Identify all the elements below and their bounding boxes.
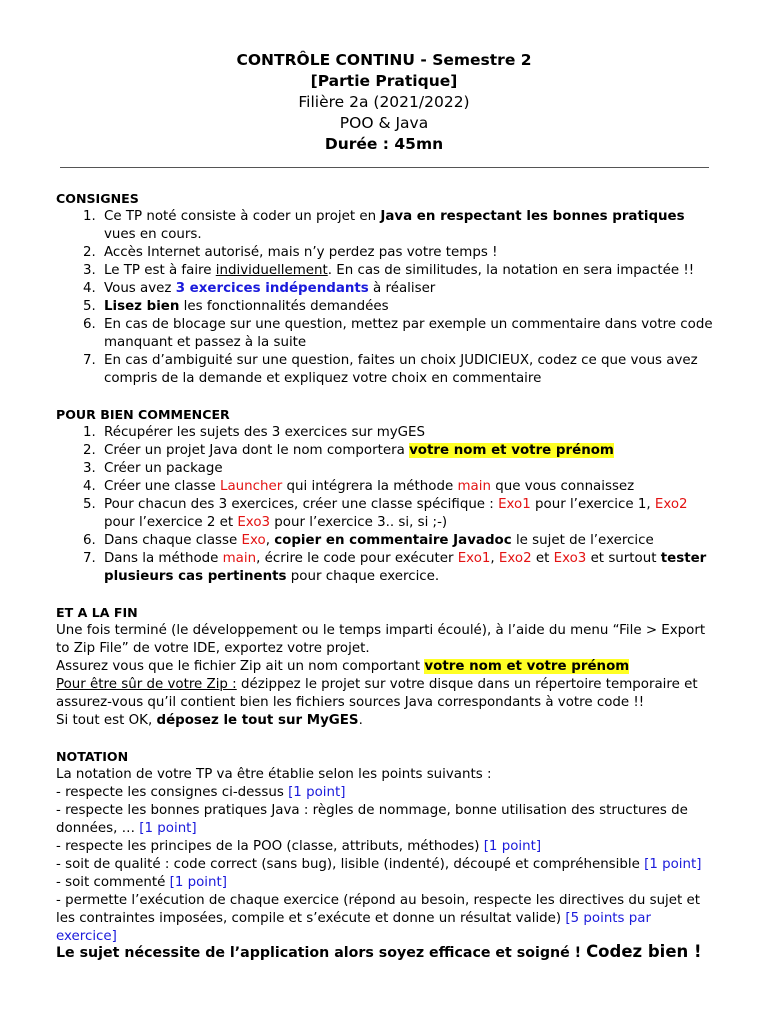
- red-text: Exo3: [237, 515, 271, 530]
- points-label: [1 point]: [644, 857, 702, 872]
- red-text: Exo1: [457, 551, 491, 566]
- document-body: [56, 190, 716, 946]
- text: - respecte les consignes ci-dessus: [56, 785, 289, 800]
- notation-intro: La notation de votre TP va être établie selon les points suivants :: [56, 767, 492, 782]
- list-item: [100, 532, 716, 550]
- text: Dans chaque classe: [104, 533, 242, 548]
- text: pour chaque exercice.: [286, 569, 440, 584]
- red-text: Exo: [241, 533, 266, 548]
- points-label: [1 point]: [288, 785, 346, 800]
- points-label: [1 point]: [483, 839, 542, 854]
- list-item: [100, 550, 716, 586]
- red-text: Launcher: [220, 479, 283, 494]
- points-label: [5 points par exercice]: [56, 911, 652, 944]
- text: Accès Internet autorisé, mais n’y perdez pas votre temps !: [104, 245, 498, 260]
- red-text: Exo2: [654, 497, 688, 512]
- text: Pour chacun des 3 exercices, créer une classe spécifique :: [104, 497, 499, 512]
- course-line: POO & Java: [339, 114, 429, 132]
- text: pour l’exercice 2 et: [104, 515, 238, 530]
- duration-line: Durée : 45mn: [324, 135, 444, 153]
- text: - respecte les bonnes pratiques Java : règles de nommage, bonne utilisation des structures de données, …: [56, 803, 688, 836]
- bold-text: copier en commentaire Javadoc: [274, 533, 512, 548]
- list-item: [100, 262, 716, 280]
- text: .: [358, 713, 363, 728]
- red-text: Exo1: [498, 497, 531, 512]
- closing-text: Le sujet nécessite de l’application alors soyez efficace et soigné !: [56, 945, 587, 961]
- list-item: [100, 442, 716, 460]
- text: qui intégrera la méthode: [282, 479, 458, 494]
- notation-line: [56, 874, 716, 892]
- text: - soit commenté: [56, 875, 170, 890]
- red-text: Exo3: [553, 551, 587, 566]
- fin-heading: ET A LA FIN: [56, 605, 138, 620]
- commencer-heading: POUR BIEN COMMENCER: [56, 407, 230, 422]
- text: En cas de blocage sur une question, mettez par exemple un commentaire dans votre code manquant et passez à la suite: [104, 317, 713, 350]
- notation-line: [56, 784, 716, 802]
- consignes-heading: CONSIGNES: [56, 191, 139, 206]
- text: pour l’exercice 3.. si, si ;-): [270, 515, 448, 530]
- fin-paragraph-4: [56, 712, 716, 730]
- document-title: CONTRÔLE CONTINU - Semestre 2: [236, 51, 532, 69]
- text: Le TP est à faire: [104, 263, 216, 278]
- text: En cas d’ambiguité sur une question, faites un choix JUDICIEUX, codez ce que vous avez compris de la demande et expliquez votre choix en commentaire: [104, 353, 698, 386]
- bold-blue-text: 3 exercices indépendants: [175, 281, 369, 296]
- list-item: [100, 298, 716, 316]
- text: Récupérer les sujets des 3 exercices sur myGES: [104, 425, 425, 440]
- text: à réaliser: [368, 281, 436, 296]
- document-header: [0, 50, 768, 155]
- list-item: [100, 280, 716, 298]
- bold-text: tester plusieurs cas pertinents: [104, 551, 707, 584]
- text: Ce TP noté consiste à coder un projet en: [104, 209, 381, 224]
- red-text: main: [222, 551, 257, 566]
- text: dézippez le projet sur votre disque dans un répertoire temporaire et assurez-vous qu’il contient bien les fichiers sources Java correspondants à votre code !!: [56, 677, 698, 710]
- text: - soit de qualité : code correct (sans bug), lisible (indenté), découpé et compréhensible: [56, 857, 645, 872]
- text: vues en cours.: [104, 227, 202, 242]
- text: Créer une classe: [104, 479, 221, 494]
- bold-text: déposez le tout sur MyGES: [156, 713, 359, 728]
- list-item: [100, 424, 716, 442]
- text: Assurez vous que le fichier Zip ait un nom comportant: [56, 659, 425, 674]
- list-item: [100, 478, 716, 496]
- highlighted-text: votre nom et votre prénom: [424, 659, 630, 674]
- notation-line: [56, 856, 716, 874]
- closing-statement: [56, 940, 736, 965]
- notation-line: [56, 892, 716, 946]
- text: les fonctionnalités demandées: [179, 299, 389, 314]
- closing-emphasis: Codez bien !: [586, 942, 702, 961]
- list-item: [100, 496, 716, 532]
- notation-line: [56, 802, 716, 838]
- notation-line: [56, 838, 716, 856]
- header-divider: [60, 167, 709, 168]
- text: et: [531, 551, 554, 566]
- underlined-text: individuellement: [215, 263, 328, 278]
- text: - permette l’exécution de chaque exercice (répond au besoin, respecte les directives du sujet et les contraintes imposées, compile et s’exécute et donne un résultat valide): [56, 893, 701, 926]
- list-item: [100, 244, 716, 262]
- text: que vous connaissez: [490, 479, 635, 494]
- text: ,: [490, 551, 499, 566]
- text: Créer un package: [104, 461, 223, 476]
- text: . En cas de similitudes, la notation en sera impactée !!: [327, 263, 695, 278]
- notation-heading: NOTATION: [56, 749, 129, 764]
- red-text: Exo2: [498, 551, 532, 566]
- text: Dans la méthode: [104, 551, 223, 566]
- filiere-line: Filière 2a (2021/2022): [298, 93, 470, 111]
- text: ,: [265, 533, 275, 548]
- text: pour l’exercice 1,: [530, 497, 655, 512]
- red-text: main: [457, 479, 491, 494]
- bold-text: Lisez bien: [104, 299, 180, 314]
- text: Si tout est OK,: [56, 713, 157, 728]
- text: le sujet de l’exercice: [511, 533, 654, 548]
- list-item: [100, 208, 716, 244]
- underlined-text: Pour être sûr de votre Zip :: [56, 677, 237, 692]
- text: , écrire le code pour exécuter: [256, 551, 458, 566]
- bold-text: Java en respectant les bonnes pratiques: [380, 209, 685, 224]
- points-label: [1 point]: [139, 821, 197, 836]
- document-subtitle: [Partie Pratique]: [310, 72, 458, 90]
- text: - respecte les principes de la POO (classe, attributs, méthodes): [56, 839, 484, 854]
- fin-paragraph-3: [56, 676, 716, 712]
- text: et surtout: [586, 551, 661, 566]
- list-item: [100, 352, 716, 388]
- highlighted-text: votre nom et votre prénom: [409, 443, 614, 458]
- list-item: [100, 460, 716, 478]
- list-item: [100, 316, 716, 352]
- commencer-list: [56, 424, 716, 586]
- text: Créer un projet Java dont le nom comportera: [104, 443, 410, 458]
- consignes-list: [56, 208, 716, 388]
- text: Vous avez: [104, 281, 176, 296]
- fin-paragraph-2: [56, 658, 716, 676]
- points-label: [1 point]: [169, 875, 227, 890]
- fin-paragraph-1: Une fois terminé (le développement ou le temps imparti écoulé), à l’aide du menu “File > Export to Zip File” de votre IDE, exportez votre projet.: [56, 623, 706, 656]
